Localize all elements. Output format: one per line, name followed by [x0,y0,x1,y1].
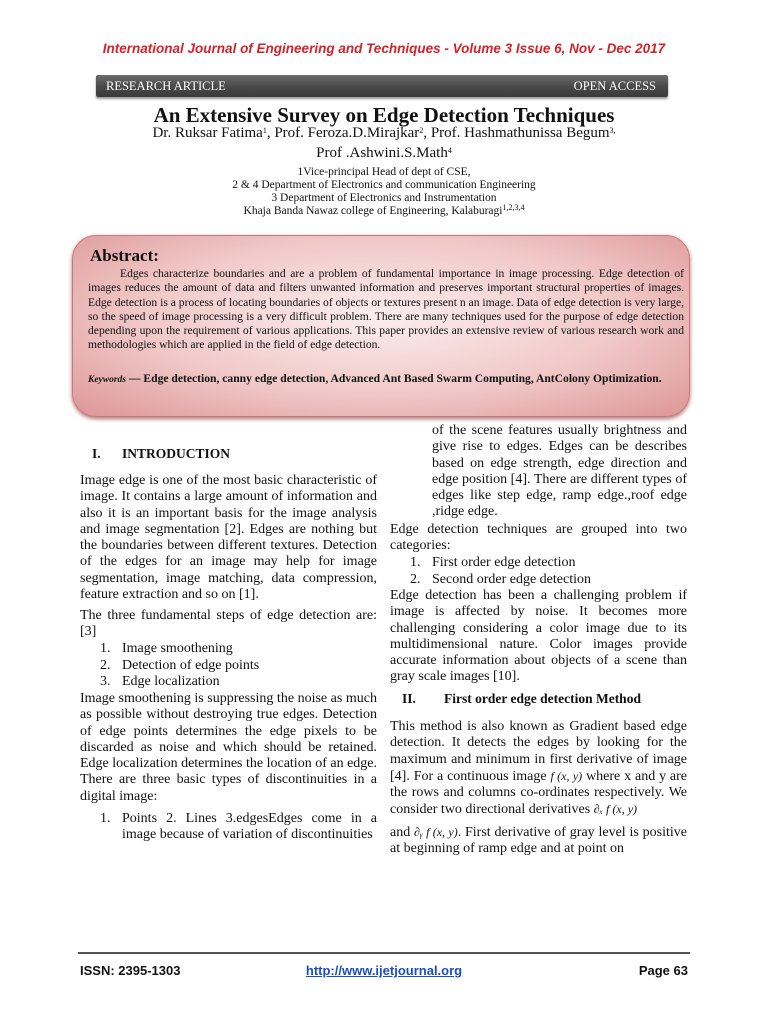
categories-paragraph: Edge detection techniques are grouped into two categories: [390,522,687,554]
abstract-text: Edges characterize boundaries and are a problem of fundamental importance in image processing. Edge detection of images reduces the amount of data and filters unwanted information and preserves important structural properties of images. Edge detection is a process of locating boundaries of objects or textures present n an image. Data of edge detection is very large, so the speed of image processing is a very difficult problem. There are many techniques used for the purpose of edge detection depending upon the requirement of various applications. This paper provides an extensive review of various research work and methodologies which are applied in the field of edge detection. [88,267,685,352]
math-dy-f: ∂ᵧ f (x, y) [414,824,458,839]
section-1-number: I. [92,446,101,461]
intro-paragraph-3: Image smoothening is suppressing the noise as much as possible without destroying true edges. Detection of edge points determines the edge pixels to be discarded as noise and which should be retained. Edge localization determines the location of an edge. There are three basic types of discontinuities in a digital image: [80,691,377,804]
continued-paragraph: of the scene features usually brightness and give rise to edges. Edges can be describes based on edge strength, edge direction and edge position [4]. There are different types of edges like step edge, ramp edge.,roof edge ,ridge edge. [432,423,687,520]
intro-paragraph-2: The three fundamental steps of edge detection are: [3] [80,608,377,640]
math-f-xy: f (x, y) [550,768,583,783]
authors-line-2: Prof .Ashwini.S.Math$^4$ [316,145,452,161]
journal-header: International Journal of Engineering and Techniques - Volume 3 Issue 6, Nov - Dec 2017 [102,41,666,56]
steps-list [80,641,377,691]
open-access-label: OPEN ACCESS [573,79,656,93]
list-item-number: 1. [100,811,111,826]
footer-issn: ISSN: 2395-1303 [80,963,181,978]
footer-rule [78,952,690,954]
math-dx-f: ∂ₓ f (x, y) [593,802,638,817]
affiliation-2: 2 & 4 Department of Electronics and communication Engineering [232,179,536,191]
list-item: Second order edge detection [432,571,591,587]
journal-url-link[interactable]: http://www.ijetjournal.org [305,963,463,978]
list-item: Edge localization [122,674,220,689]
intro-paragraph-1: Image edge is one of the most basic characteristic of image. It contains a large amount of information and also it is an important basis for the image analysis and image segmentation [2]. Edges are nothing but the boundaries between different textures. Detection of the edges for an image may help for image segmentation, image matching, data compression, feature extraction and so on [1]. [80,473,377,603]
affiliation-3: 3 Department of Electronics and Instrumentation [271,192,497,204]
affiliation-1: 1Vice-principal Head of dept of CSE, [297,166,471,178]
section-2-heading: First order edge detection Method [444,691,641,706]
noise-paragraph: Edge detection has been a challenging problem if image is affected by noise. It becomes more challenging considering a color image due to its multidimensional nature. Color images provide accurate information about objects of a scene than gray scale images [10]. [390,588,687,685]
list-item-number: 2. [100,657,111,673]
list-item: Detection of edge points [122,657,260,673]
categories-list [390,555,687,589]
section-2-number: II. [402,691,416,706]
list-item: First order edge detection [432,555,576,570]
discontinuities-item: Points 2. Lines 3.edgesEdges come in a image because of variation of discontinuities [122,811,377,843]
affiliation-4: Khaja Banda Nawaz college of Engineering, Kalaburagi$^{1,2,3,4}$ [243,203,525,217]
section-1-heading: INTRODUCTION [122,446,231,461]
footer-page-number: Page 63 [638,963,688,978]
list-item-number: 1. [100,641,111,656]
list-item-number: 1. [410,555,421,570]
list-item-number: 3. [100,674,111,689]
authors-line-1: Dr. Ruksar Fatima$^1$, Prof. Feroza.D.Mirajkar$^2$, Prof. Hashmathunissa Begum$^{3,}$ [152,125,616,141]
research-article-label: RESEARCH ARTICLE [106,79,226,93]
paper-title: An Extensive Survey on Edge Detection Techniques [153,103,615,127]
abstract-heading: Abstract: [90,246,159,265]
keywords-label: Keywords [88,375,126,385]
list-item-number: 2. [410,571,421,587]
gradient-paragraph: This method is also known as Gradient based edge detection. It detects the edges by looking for the maximum and minimum in first derivative of image [4]. For a continuous image f (x, y) where x and y are the rows and columns co-ordinates respectively. We consider two directional derivatives ∂ₓ f (x, y) and ∂ᵧ f (x, y). First derivative of gray level is positive at beginning of ramp edge and at point on [390,719,688,857]
article-type-bar [96,75,668,97]
list-item: Image smoothening [122,641,233,656]
keywords: Keywords — Edge detection, canny edge detection, Advanced Ant Based Swarm Computing, AntColony Optimization. [88,372,662,385]
